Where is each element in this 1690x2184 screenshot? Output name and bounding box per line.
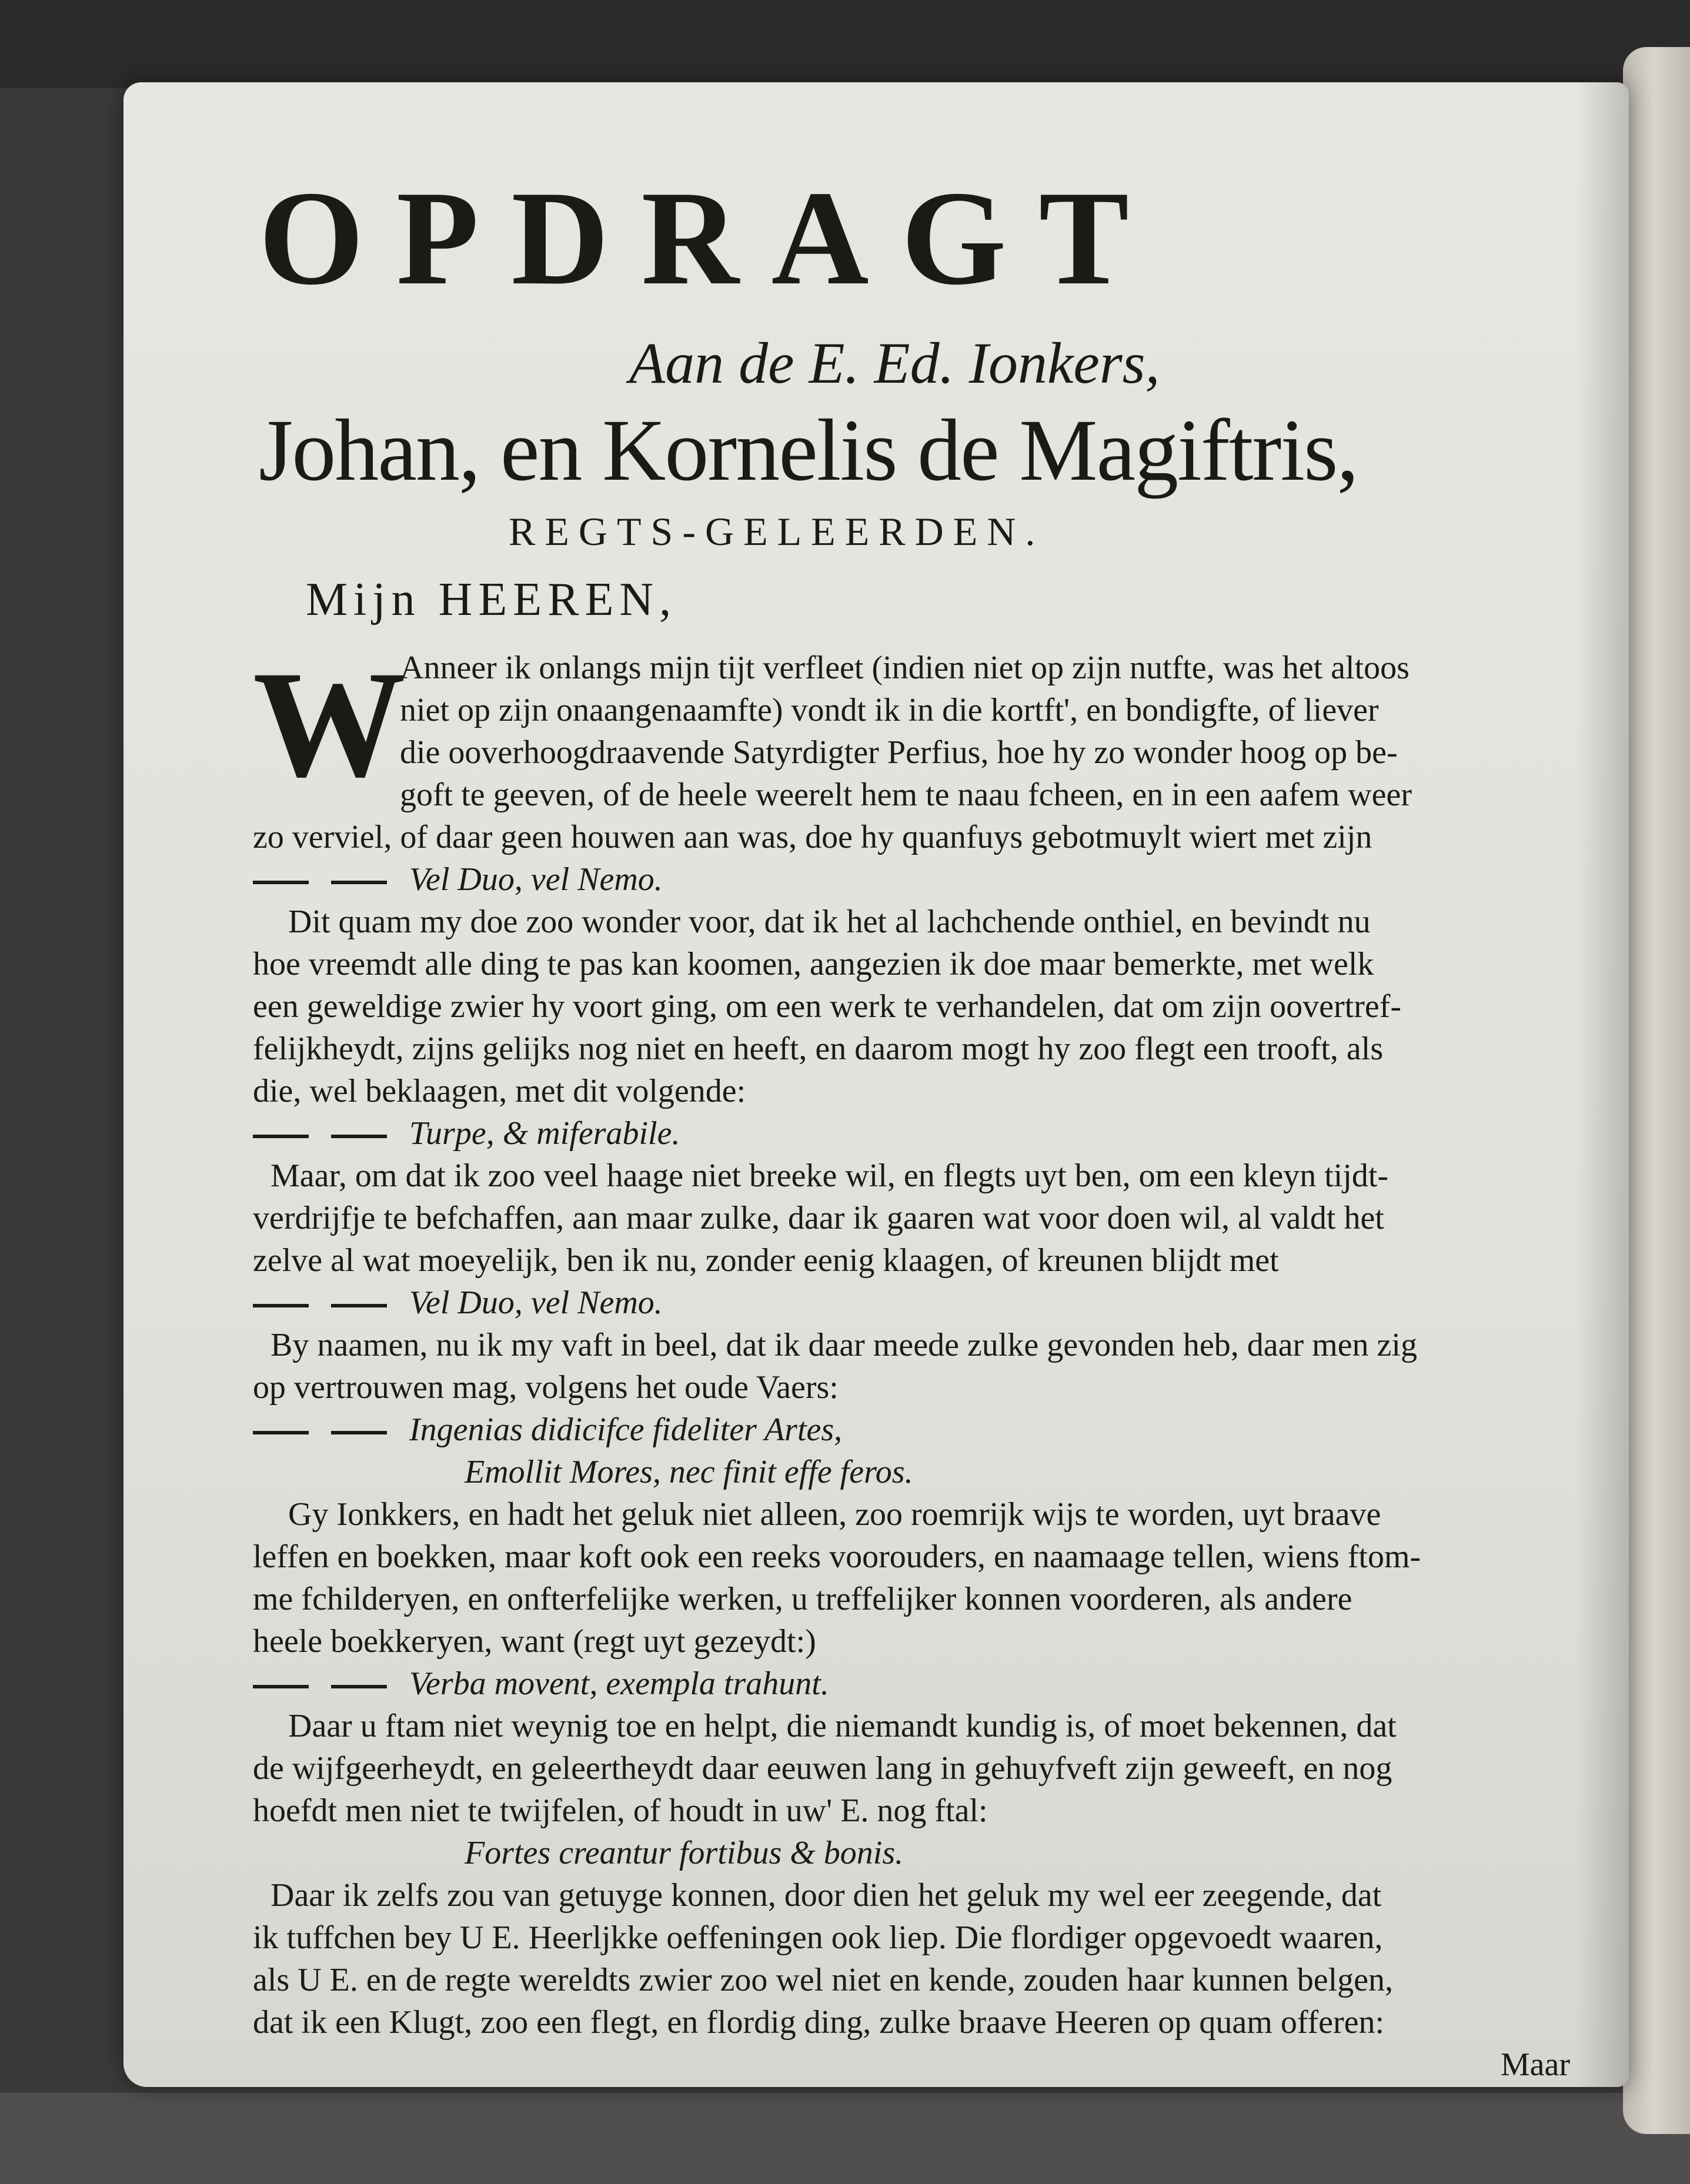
text-line: de wijfgeerheydt, en geleertheydt daar eeuwen lang in gehuyfveft zijn geweeft, en nog: [253, 1750, 1392, 1787]
dash-mark: [331, 1304, 387, 1307]
quote-6: Fortes creantur fortibus & bonis.: [465, 1835, 904, 1871]
paragraph-4: [253, 1324, 1582, 1409]
quote-4b: Emollit Mores, nec finit effe feros.: [465, 1454, 913, 1490]
text-line: By naamen, nu ik my vaft in beel, dat ik daar meede zulke gevonden heb, daar men zig: [270, 1327, 1417, 1363]
text-line: Anneer ik onlangs mijn tijt verfleet (indien niet op zijn nutfte, was het altoos: [400, 650, 1410, 686]
text-line: Dit quam my doe zoo wonder voor, dat ik het al lachchende onthiel, en bevindt nu: [288, 904, 1371, 940]
paragraph-3: [253, 1155, 1582, 1282]
dedicatee-profession: REGTS-GELEERDEN.: [509, 509, 1045, 554]
text-line: niet op zijn onaangenaamfte) vondt ik in die kortft', en bondigfte, of liever: [400, 692, 1379, 728]
text-line: Daar u ftam niet weynig toe en helpt, die niemandt kundig is, of moet bekennen, dat: [288, 1708, 1397, 1744]
paragraph-2: [253, 901, 1582, 1112]
text-line: Daar ik zelfs zou van getuyge konnen, door dien het geluk my wel eer zeegende, dat: [270, 1877, 1382, 1914]
dash-mark: [253, 1431, 309, 1434]
text-line: als U E. en de regte wereldts zwier zoo wel niet en kende, zouden haar kunnen belgen,: [253, 1962, 1393, 1998]
body-text: [253, 640, 1582, 2086]
page-heading: OPDRAGT: [259, 163, 1161, 313]
background-top: [0, 0, 1690, 88]
text-line: een geweldige zwier hy voort ging, om een werk te verhandelen, dat om zijn oovertref-: [253, 988, 1402, 1025]
quote-text: Vel Duo, vel Nemo.: [409, 861, 663, 898]
paragraph-1: [253, 640, 1582, 858]
dash-mark: [253, 881, 309, 884]
quote-text: Vel Duo, vel Nemo.: [409, 1285, 663, 1321]
text-line: die, wel beklaagen, met dit volgende:: [253, 1073, 746, 1109]
text-line: dat ik een Klugt, zoo een flegt, en flordig ding, zulke braave Heeren op quam offeren:: [253, 2004, 1385, 2041]
quote-4a: [253, 1409, 1582, 1451]
quote-5: [253, 1663, 1582, 1705]
paragraph-6: [253, 1705, 1582, 1832]
text-line: hoefdt men niet te twijfelen, of houdt in uw' E. nog ftal:: [253, 1792, 988, 1829]
text-line: Gy Ionkkers, en hadt het geluk niet alleen, zoo roemrijk wijs te worden, uyt braave: [288, 1496, 1381, 1533]
text-line: zo verviel, of daar geen houwen aan was, doe hy quanfuys gebotmuylt wiert met zijn: [253, 819, 1372, 855]
text-line: die ooverhoogdraavende Satyrdigter Perfius, hoe hy zo wonder hoog op be-: [400, 734, 1398, 771]
dash-mark: [331, 881, 387, 884]
dash-mark: [253, 1135, 309, 1138]
quote-3: [253, 1282, 1582, 1324]
text-line: ik tuffchen bey U E. Heerljkke oeffeningen ook liep. Die flordiger opgevoedt waaren,: [253, 1919, 1383, 1956]
background-bottom: [0, 2093, 1690, 2184]
dash-mark: [331, 1135, 387, 1138]
dash-mark: [331, 1685, 387, 1688]
quote-2: [253, 1112, 1582, 1155]
text-line: zelve al wat moeyelijk, ben ik nu, zonder eenig klaagen, of kreunen blijdt met: [253, 1242, 1279, 1279]
page-gutter-shadow: [1576, 82, 1629, 2087]
quote-1: [253, 858, 1582, 901]
dash-mark: [253, 1304, 309, 1307]
text-line: heele boekkeryen, want (regt uyt gezeydt:): [253, 1623, 816, 1660]
text-line: hoe vreemdt alle ding te pas kan koomen, aangezien ik doe maar bemerkte, met welk: [253, 946, 1374, 982]
text-line: leffen en boekken, maar koft ook een reeks voorouders, en naamaage tellen, wiens ftom-: [253, 1539, 1421, 1575]
dedicatee-names: Johan, en Kornelis de Magiftris,: [259, 402, 1358, 499]
text-line: me fchilderyen, en onfterfelijke werken, u treffelijker konnen voorderen, als andere: [253, 1581, 1352, 1617]
text-line: verdrijfje te befchaffen, aan maar zulke, daar ik gaaren wat voor doen wil, al valdt het: [253, 1200, 1384, 1236]
facing-page-edge: [1623, 47, 1690, 2134]
text-line: op vertrouwen mag, volgens het oude Vaers:: [253, 1369, 839, 1406]
salutation: Mijn HEEREN,: [306, 574, 677, 626]
text-line: Maar, om dat ik zoo veel haage niet breeke wil, en flegts uyt ben, om een kleyn tijdt-: [270, 1158, 1389, 1194]
paragraph-7: [253, 1874, 1582, 2043]
text-line: felijkheydt, zijns gelijks nog niet en heeft, en daarom mogt hy zoo flegt een trooft, als: [253, 1031, 1384, 1067]
catchword: Maar: [1500, 2046, 1570, 2083]
drop-cap: W: [253, 640, 406, 809]
dash-mark: [331, 1431, 387, 1434]
text-line: goft te geeven, of de heele weerelt hem te naau fcheen, en in een aafem weer: [400, 777, 1412, 813]
quote-text: Verba movent, exempla trahunt.: [409, 1665, 829, 1702]
quote-text: Ingenias didicifce fideliter Artes,: [409, 1412, 843, 1448]
quote-text: Turpe, & miferabile.: [409, 1115, 680, 1152]
dedication-line: Aan de E. Ed. Ionkers,: [629, 330, 1160, 396]
dash-mark: [253, 1685, 309, 1688]
paragraph-5: [253, 1493, 1582, 1663]
book-page: [123, 82, 1629, 2087]
